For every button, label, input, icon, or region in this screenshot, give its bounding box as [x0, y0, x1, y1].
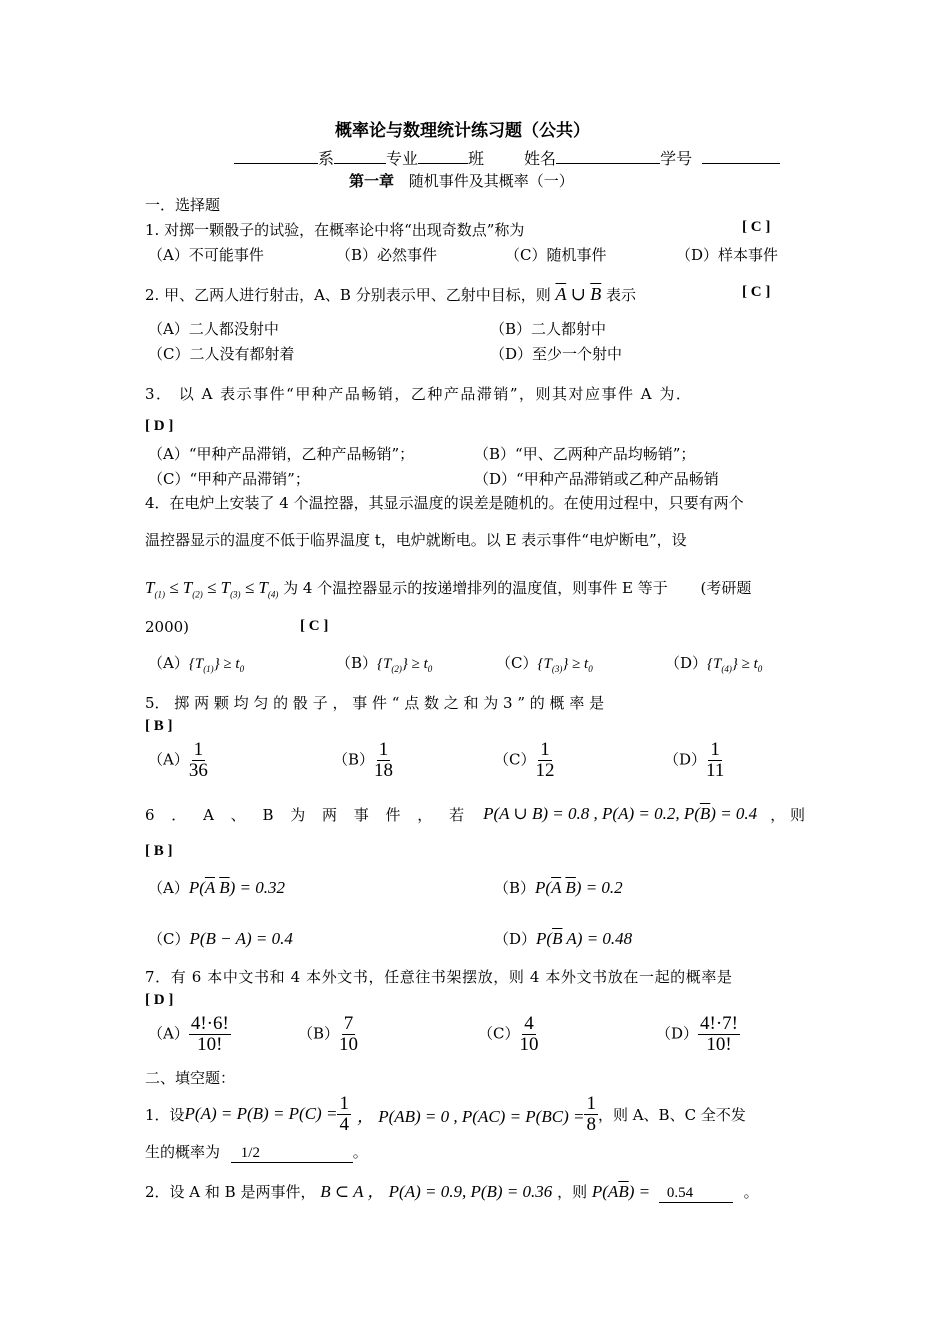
q5-option-a[interactable]: [148, 740, 208, 781]
q3-option-b[interactable]: （B）“甲、乙两种产品均畅销”；: [474, 445, 696, 463]
f1-period: 。: [352, 1143, 368, 1161]
q4-option-b-label: （B）: [336, 654, 378, 672]
q7-option-b[interactable]: [298, 1014, 358, 1055]
q6-tail: ， 则: [770, 806, 805, 824]
q4-line2: 温控器显示的温度不低于临界温度 t，电炉就断电。以 E 表示事件“电炉断电”，设: [145, 531, 687, 549]
q3-option-c[interactable]: （C）“甲种产品滞销”；: [148, 470, 310, 488]
q1-option-d[interactable]: （D）样本事件: [676, 246, 779, 264]
q4-source: (考研题: [700, 579, 752, 597]
q1-option-c[interactable]: （C）随机事件: [505, 246, 607, 264]
q6-stem: 6 ． A 、 B 为 两 事 件 ， 若: [145, 806, 471, 824]
q5-option-c[interactable]: [494, 740, 554, 781]
chapter-title: 随机事件及其概率（一）: [408, 172, 574, 190]
q7-option-d[interactable]: [656, 1014, 740, 1055]
q3-text: 3． 以 A 表示事件“甲种产品畅销，乙种产品滞销”，则其对应事件 A 为．: [145, 385, 693, 403]
q4-option-d[interactable]: [665, 652, 762, 674]
q5-option-a-label: （A）: [148, 750, 189, 769]
q2-option-a[interactable]: （A）二人都没射中: [148, 320, 279, 338]
q4-year: 2000): [145, 618, 190, 636]
q5-option-d-label: （D）: [664, 750, 707, 769]
major-label: 专业: [386, 149, 419, 168]
q4-option-d-label: （D）: [665, 654, 708, 672]
q5-option-b[interactable]: [333, 740, 393, 781]
q4-option-c-expr: $\{T_{(3)}\} \ge t_0$: [537, 656, 593, 674]
q1-option-a[interactable]: （A）不可能事件: [148, 246, 264, 264]
q4-option-a-label: （A）: [148, 654, 189, 672]
q4-line3-text: 为 4 个温控器显示的按递增排列的温度值，则事件 E 等于: [283, 579, 668, 597]
q4-line3: [145, 577, 751, 599]
id-blank[interactable]: [702, 149, 780, 164]
q4-answer: [ C ]: [300, 618, 329, 634]
q7-option-d-label: （D）: [656, 1024, 699, 1043]
q4-option-b[interactable]: [336, 652, 432, 674]
q5-option-a-fraction: $\frac{1}{36}$: [188, 739, 208, 781]
q1-option-b[interactable]: （B）必然事件: [336, 246, 438, 264]
q6-option-b-label: （B）: [494, 879, 536, 897]
q5-option-c-label: （C）: [494, 750, 536, 769]
f1-mid: ，则 A、B、C 全不发: [597, 1105, 746, 1124]
f2-line: [145, 1177, 759, 1203]
q4-line1: 4．在电炉上安装了 4 个温控器，其显示温度的误差是随机的。在使用过程中，只要有两个: [145, 494, 744, 512]
q5-option-c-fraction: $\frac{1}{12}$: [535, 739, 555, 781]
f2-condition: B ⊂ A ， P(A) = 0.9, P(B) = 0.36: [320, 1182, 553, 1201]
q6-condition: P(A ∪ B) = 0.8 , P(A) = 0.2, $P(\overline{B}) = 0.4$: [483, 804, 758, 823]
q7-text: 7．有 6 本中文书和 4 本外文书，任意往书架摆放，则 4 本外文书放在一起的概率是: [145, 968, 733, 986]
q7-option-a[interactable]: [148, 1014, 231, 1055]
q7-option-b-label: （B）: [298, 1024, 340, 1043]
q2-text: [145, 284, 636, 305]
q6-option-d-label: （D）: [494, 930, 537, 948]
q6-option-b-expr: $P(\overline{A}$ $\overline{B}) = 0.2$: [535, 878, 623, 897]
f2-pre: 2．设 A 和 B 是两事件，: [145, 1183, 316, 1201]
q7-option-b-fraction: $\frac{7}{10}$: [339, 1013, 359, 1055]
q5-text: 5． 掷 两 颗 均 匀 的 骰 子 ， 事 件 “ 点 数 之 和 为 3 ” 的 概 率 是: [145, 694, 605, 712]
q6-option-c-expr: P(B − A) = 0.4: [189, 929, 293, 948]
q3-option-a[interactable]: （A）“甲种产品滞销，乙种产品畅销”；: [148, 445, 415, 463]
q2-option-d[interactable]: （D）至少一个射中: [490, 345, 623, 363]
f1-fraction-quarter: $\frac{1}{4}$: [339, 1092, 349, 1135]
f1-condition-1: P(A) = P(B) = P(C) =: [184, 1104, 338, 1123]
q2-tail: 表示: [606, 286, 637, 304]
f2-target-expr: $P(A\overline{B})$ =: [591, 1182, 651, 1201]
q2-answer: [ C ]: [742, 284, 771, 300]
q7-option-d-fraction: $\frac{4!\cdot 7!}{10!}$: [700, 1013, 739, 1055]
q7-answer: [ D ]: [145, 992, 174, 1008]
q4-option-a-expr: $\{T_{(1)}\} \ge t_0$: [188, 656, 245, 674]
q5-option-d-fraction: $\frac{1}{11}$: [706, 739, 725, 781]
q6-option-a[interactable]: [148, 877, 285, 898]
f1-condition-2: ， P(AB) = 0 , P(AC) = P(BC) =: [356, 1106, 585, 1126]
student-info-line: [234, 146, 780, 169]
q6-option-a-expr: $P(\overline{A}$ $\overline{B}) = 0.32$: [188, 878, 285, 897]
q4-option-c-label: （C）: [496, 654, 538, 672]
class-label: 班: [468, 149, 485, 168]
q3-option-d[interactable]: （D）“甲种产品滞销或乙种产品畅销: [474, 470, 719, 488]
q7-option-a-label: （A）: [148, 1024, 189, 1043]
id-label: 学号: [660, 149, 693, 168]
f2-mid: ，则: [557, 1183, 588, 1201]
dept-label: 系: [318, 149, 335, 168]
q4-option-b-expr: $\{T_{(2)}\} \ge t_0$: [377, 656, 433, 674]
q6-option-d[interactable]: [494, 928, 632, 949]
f2-period: 。: [743, 1183, 759, 1201]
q6-option-b[interactable]: [494, 877, 623, 898]
q1-answer: [ C ]: [742, 219, 771, 235]
class-blank[interactable]: [418, 149, 468, 164]
chapter-heading: [349, 170, 574, 191]
q5-answer: [ B ]: [145, 718, 173, 734]
section-choice-heading: 一．选择题: [145, 196, 221, 214]
name-label: 姓名: [524, 149, 557, 168]
chapter-number: 第一章: [349, 172, 395, 190]
page-title: 概率论与数理统计练习题（公共）: [335, 121, 590, 141]
q5-option-b-fraction: $\frac{1}{18}$: [374, 739, 394, 781]
q4-order-statistics: $T_{(1)} \le T_{(2)} \le T_{(3)} \le T_{(4)}$: [145, 578, 279, 600]
q1-text: 1. 对掷一颗骰子的试验，在概率论中将“出现奇数点”称为: [145, 221, 525, 239]
major-blank[interactable]: [334, 149, 386, 164]
section-fill-heading: 二、填空题：: [145, 1069, 236, 1087]
dept-blank[interactable]: [234, 149, 318, 164]
f1-pre: 1．设: [145, 1105, 185, 1124]
q6-option-c[interactable]: [148, 928, 293, 949]
f1-answer-field[interactable]: 1/2: [231, 1145, 353, 1163]
name-blank[interactable]: [556, 149, 660, 164]
q6-option-d-expr: $P(\overline{B}$ A) = 0.48: [536, 929, 633, 948]
q7-option-c-label: （C）: [478, 1024, 520, 1043]
q7-option-a-fraction: $\frac{4!\cdot 6!}{10!}$: [190, 1013, 229, 1055]
q2-option-c[interactable]: （C）二人没有都射着: [148, 345, 295, 363]
q4-option-a[interactable]: [148, 652, 244, 674]
f1-line2: [145, 1141, 368, 1163]
q7-option-c[interactable]: [478, 1014, 538, 1055]
q6-option-a-label: （A）: [148, 879, 189, 897]
q6-line: [145, 804, 805, 825]
f1-line: [145, 1092, 746, 1136]
q7-option-c-fraction: $\frac{4}{10}$: [519, 1013, 539, 1055]
q6-option-c-label: （C）: [148, 930, 190, 948]
q2-stem: 2. 甲、乙两人进行射击，A、B 分别表示甲、乙射中目标，则: [145, 286, 551, 304]
q5-option-d[interactable]: [664, 740, 724, 781]
q4-option-c[interactable]: [496, 652, 593, 674]
q2-expression: $\overline{A}$ ∪ $\overline{B}$: [555, 284, 602, 304]
q6-answer: [ B ]: [145, 843, 173, 859]
q3-answer: [ D ]: [145, 418, 174, 434]
q4-option-d-expr: $\{T_{(4)}\} \ge t_0$: [707, 656, 763, 674]
f1-line2-text: 生的概率为: [145, 1143, 221, 1161]
q2-option-b[interactable]: （B）二人都射中: [490, 320, 607, 338]
q5-option-b-label: （B）: [333, 750, 375, 769]
f1-fraction-eighth: $\frac{1}{8}$: [586, 1092, 596, 1135]
f2-answer-field[interactable]: 0.54: [659, 1185, 733, 1203]
